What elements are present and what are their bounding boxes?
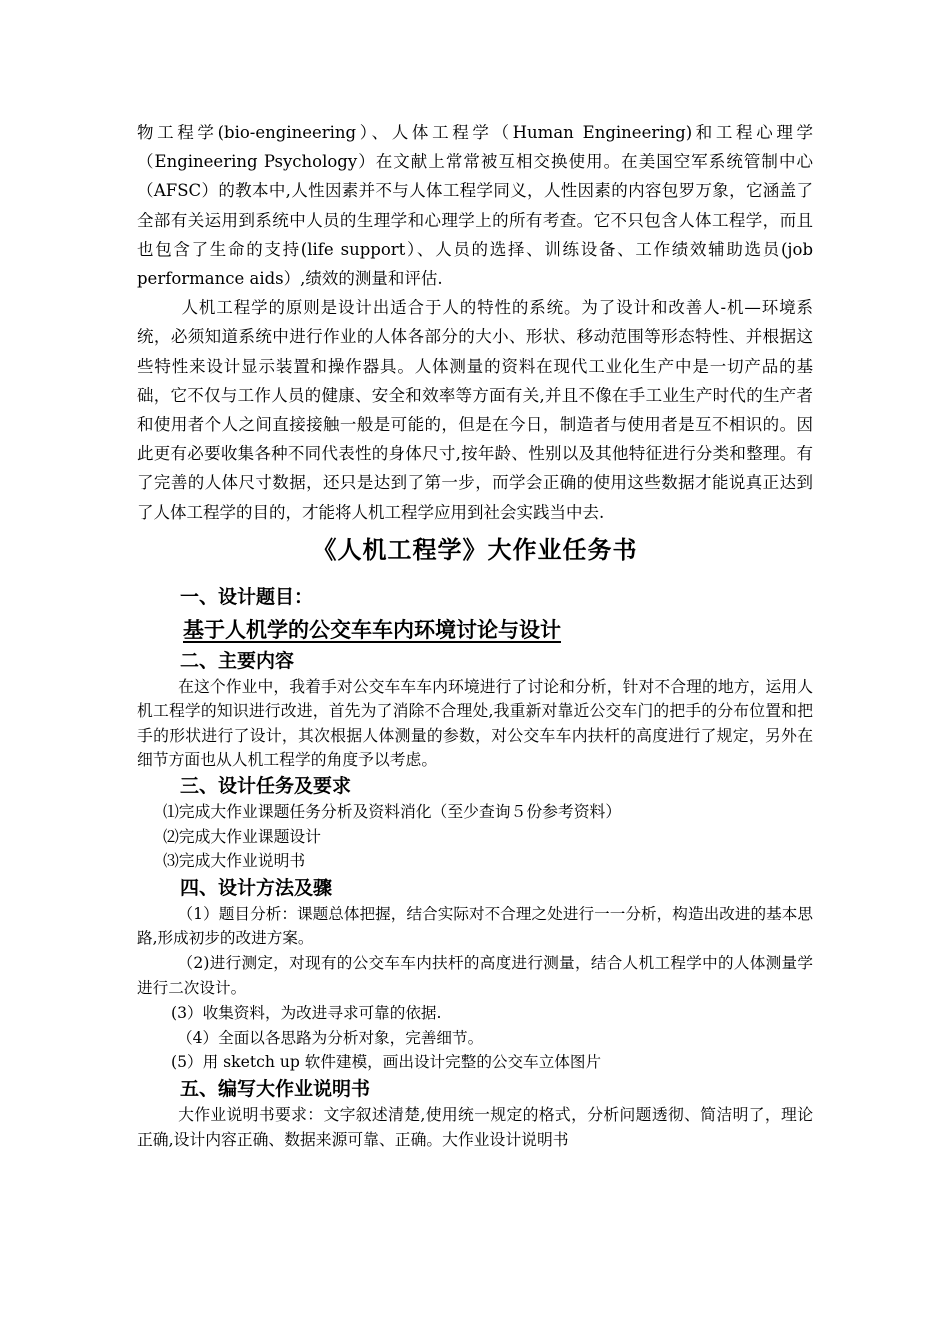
intro-paragraph-2: 人机工程学的原则是设计出适合于人的特性的系统。为了设计和改善人-机—环境系统，必须知道系统中进行作业的人体各部分的大小、形状、移动范围等形态特性、并根据这些特性来设计显示装置和操作器具。人体测量的资料在现代工业化生产中是一切产品的基础，它不仅与工作人员的健康、安全和效率等方面有关,并且不像在手工业生产时代的生产者和使用者个人之间直接接触一般是可能的，但是在今日，制造者与使用者是互不相识的。因此更有必要收集各种不同代表性的身体尺寸,按年龄、性别以及其他特征进行分类和整理。有了完善的人体尺寸数据，还只是达到了第一步，而学会正确的使用这些数据才能说真正达到了人体工程学的目的，才能将人机工程学应用到社会实践当中去.	[137, 298, 813, 522]
method-item-3: (3）收集资料，为改进寻求可靠的依据.	[171, 1003, 442, 1022]
methods-list	[137, 902, 813, 1076]
intro-paragraph-1: 物工程学(bio-engineering）、人体工程学（Human Engineering)和工程心理学（Engineering Psychology）在文献上常常被互相交换使用。在美国空军系统管制中心（AFSC）的教本中,人性因素并不与人体工程学同义，人性因素的内容包罗万象，它涵盖了全部有关运用到系统中人员的生理学和心理学上的所有考查。它不只包含人体工程学，而且也包含了生命的支持(life support）、人员的选择、训练设备、工作绩效辅助选员(job performance aids）,绩效的测量和评估.	[137, 123, 813, 289]
method-item-1: （1）题目分析：课题总体把握，结合实际对不合理之处进行一一分析，构造出改进的基本思路,形成初步的改进方案。	[137, 904, 813, 948]
document-title: 《人机工程学》大作业任务书	[312, 535, 638, 564]
main-content-paragraph: 在这个作业中，我着手对公交车车车内环境进行了讨论和分析，针对不合理的地方，运用人机工程学的知识进行改进，首先为了消除不合理处,我重新对靠近公交车门的把手的分布位置和把手的形状进行了设计，其次根据人体测量的参数，对公交车车内扶杆的高度进行了规定，另外在细节方面也从人机工程学的角度予以考虑。	[137, 676, 813, 770]
task-item-1: ⑴完成大作业课题任务分析及资料消化（至少查询５份参考资料）	[163, 802, 622, 822]
section-heading-methods: 四、设计方法及骤	[180, 876, 333, 899]
report-paragraph: 大作业说明书要求：文字叙述清楚,使用统一规定的格式，分析问题透彻、简洁明了，理论正确,设计内容正确、数据来源可靠、正确。大作业设计说明书	[137, 1105, 813, 1149]
section-heading-tasks: 三、设计任务及要求	[180, 775, 352, 798]
task-item-2: ⑵完成大作业课题设计	[163, 826, 321, 846]
task-item-3: ⑶完成大作业说明书	[163, 851, 306, 871]
tasks-list	[137, 800, 813, 873]
section-heading-main-content: 二、主要内容	[180, 649, 295, 672]
design-topic-text: 基于人机学的公交车车内环境讨论与设计	[183, 617, 561, 642]
document-page	[137, 118, 813, 1152]
method-item-2: （2)进行测定，对现有的公交车车内扶杆的高度进行测量，结合人机工程学中的人体测量学进行二次设计。	[137, 954, 813, 998]
method-item-4: （4）全面以各思路为分析对象，完善细节。	[177, 1028, 484, 1047]
section-heading-report: 五、编写大作业说明书	[180, 1078, 371, 1101]
method-item-5: (5）用 sketch up 软件建模，画出设计完整的公交车立体图片	[171, 1053, 602, 1072]
section-heading-design-topic: 一、设计题目：	[180, 585, 314, 608]
design-topic	[137, 613, 813, 647]
